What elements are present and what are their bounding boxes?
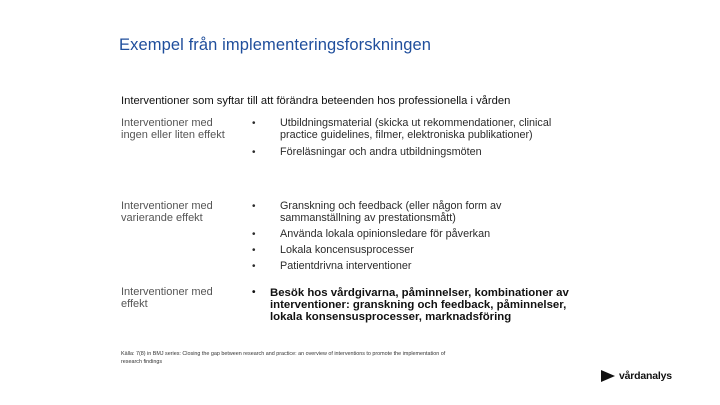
source-citation: Källa: 7(8) in BMJ series: Closing the gap between research and practice: an overview of interventions to promote the implementation of research findings (121, 351, 446, 365)
bullet-marker: • (252, 201, 256, 212)
list-item (252, 229, 572, 241)
play-triangle-icon (600, 369, 616, 383)
list-item (252, 287, 570, 324)
row-label: Interventioner med ingen eller liten effekt (121, 117, 225, 141)
list-item (252, 201, 572, 224)
bullet-marker: • (252, 287, 256, 298)
bullet-list (252, 201, 572, 277)
bullet-text: Besök hos vårdgivarna, påminnelser, kombinationer av interventioner: granskning och feedback, påminnelser, lokala konsensusprocesser, marknadsföring (270, 287, 569, 324)
bullet-text: Patientdrivna interventioner (280, 259, 412, 272)
slide-subtitle: Interventioner som syftar till att förändra beteenden hos professionella i vården (121, 95, 511, 107)
bullet-list (252, 287, 572, 328)
row-label: Interventioner med varierande effekt (121, 200, 213, 224)
bullet-text: Använda lokala opinionsledare för påverkan (280, 227, 491, 240)
row-label: Interventioner med effekt (121, 286, 213, 310)
bullet-marker: • (252, 147, 256, 159)
bullet-marker: • (252, 118, 256, 129)
vardanalys-logo (600, 369, 672, 383)
bullet-text: Granskning och feedback (eller någon form av sammanställning av prestationsmått) (280, 200, 502, 224)
bullet-text: Föreläsningar och andra utbildningsmöten (280, 146, 482, 159)
bullet-marker: • (252, 260, 256, 272)
list-item (252, 245, 572, 257)
bullet-marker: • (252, 228, 256, 240)
bullet-list (252, 118, 572, 163)
list-item (252, 147, 572, 159)
list-item (252, 118, 572, 141)
bullet-text: Utbildningsmaterial (skicka ut rekommendationer, clinical practice guidelines, filmer, elektroniska publikationer) (280, 117, 552, 141)
bullet-text: Lokala koncensusprocesser (280, 243, 414, 256)
bullet-marker: • (252, 244, 256, 256)
logo-text: vårdanalys (619, 370, 672, 382)
list-item (252, 261, 572, 273)
slide-title: Exempel från implementeringsforskningen (119, 36, 432, 54)
